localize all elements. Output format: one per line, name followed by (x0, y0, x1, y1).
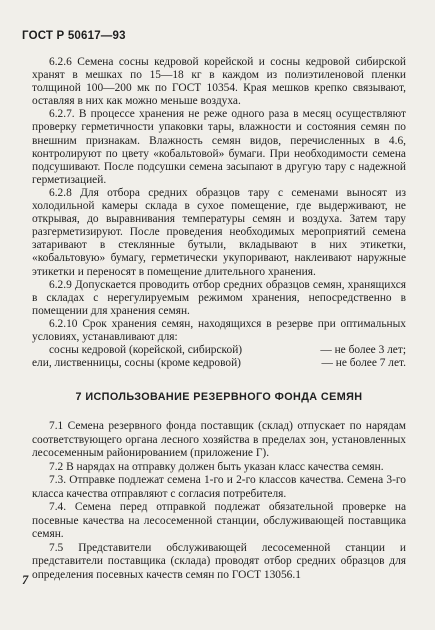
paragraph-6-2-6: 6.2.6 Семена сосны кедровой корейской и сосны кедровой сибирской хранят в мешках по 15—18 кг в каждом из полиэтиленовой пленки толщиной 100—200 мк по ГОСТ 10354. Края мешков крепко связывают, оставляя в них как можно меньше воздуха. (32, 56, 406, 108)
storage-term-line (32, 344, 406, 357)
section-7 (32, 420, 406, 582)
section-7-title: 7 ИСПОЛЬЗОВАНИЕ РЕЗЕРВНОГО ФОНДА СЕМЯН (75, 391, 363, 404)
paragraph-6-2-7: 6.2.7. В процессе хранения не реже одного раза в месяц осуществляют проверку герметичности упаковки тары, влажности и состояния семян по внешним признакам. Влажность семян видов, перечисленных в 4.6, контролируют по цвету «кобальтовой» бумаги. При необходимости семена подсушивают. После подсушки семена засыпают в другую тару с надежной герметизацией. (32, 108, 406, 186)
paragraph-7-4: 7.4. Семена перед отправкой подлежат обязательной проверке на посевные качества на лесосеменной станции, обслуживающей поставщика семян. (32, 501, 406, 541)
paragraph-6-2-10: 6.2.10 Срок хранения семян, находящихся в резерве при оптимальных условиях, устанавливают для: (32, 317, 406, 343)
storage-term-species: сосны кедровой (корейской, сибирской) (49, 344, 243, 357)
paragraph-7-3: 7.3. Отправке подлежат семена 1-го и 2-го классов качества. Семена 3-го класса качества отправляют с согласия потребителя. (32, 474, 406, 500)
page-content (32, 56, 406, 582)
paragraph-7-5: 7.5 Представители обслуживающей лесосеменной станции и представители поставщика (склада) проводят отбор средних образцов для определения посевных качеств семян по ГОСТ 13056.1 (32, 541, 406, 581)
paragraph-7-1: 7.1 Семена резервного фонда поставщик (склад) отпускает по нарядам соответствующего органа лесного хозяйства в пределах зон, установленных лесосеменным районированием (приложение Г). (32, 420, 406, 460)
section-6-continued (32, 56, 406, 370)
paragraph-7-2: 7.2 В нарядах на отправку должен быть указан класс качества семян. (49, 460, 384, 473)
storage-term-line (32, 357, 406, 370)
paragraph-6-2-8: 6.2.8 Для отбора средних образцов тару с семенами выносят из холодильной камеры склада в сухое помещение, где выдерживают, не открывая, до выравнивания температуры семян и воздуха. Затем тару разгерметизируют. После проведения необходимых мероприятий семена затаривают в стеклянные бутыли, вкладывают в них этикетки, «кобальтовую» бумагу, герметически укупоривают, наклеивают наружные этикетки и переносят в помещение длительного хранения. (32, 186, 406, 278)
document-header: ГОСТ Р 50617—93 (22, 30, 126, 42)
storage-term-value: — не более 3 лет; (320, 344, 406, 357)
storage-term-value: — не более 7 лет. (321, 357, 406, 370)
page-number: 7 (22, 573, 29, 587)
storage-term-species: ели, лиственницы, сосны (кроме кедровой) (32, 357, 241, 370)
paragraph-6-2-9: 6.2.9 Допускается проводить отбор средних образцов семян, хранящихся в складах с нерегулируемым режимом хранения, непосредственно в помещении для хранения семян. (32, 278, 406, 317)
